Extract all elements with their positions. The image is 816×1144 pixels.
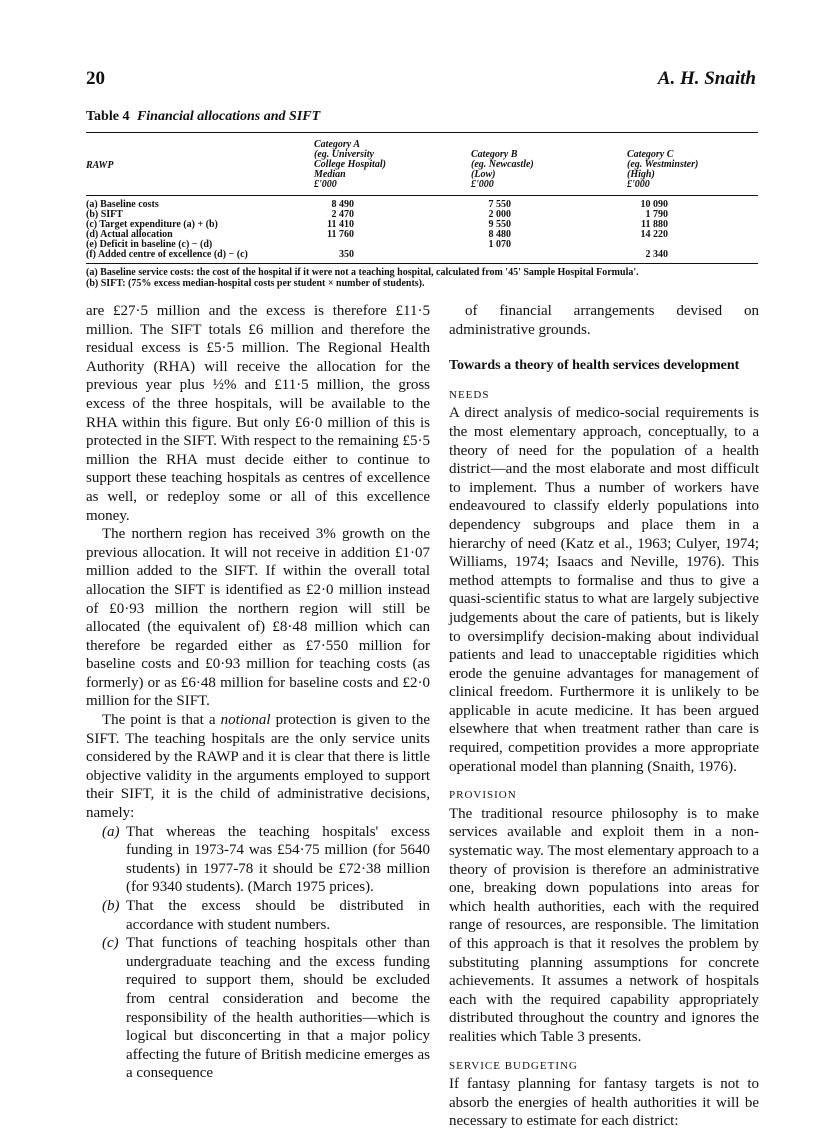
running-author: A. H. Snaith	[657, 68, 756, 89]
table-caption-label: Table 4	[86, 109, 130, 124]
table-header-category-c	[627, 150, 698, 190]
paragraph: The traditional resource philosophy is to make services available and exploit them in a non-systematic way. The most elementary approach to a theory of provision is therefore an administrative one, breaking down populations into areas for which health authorities, each with the required range of resources, are responsible. The limitation of this approach is that it resolves the problem by substituting planning assumptions for concrete achievements. It assumes a network of hospitals each with the required capability appropriately distributed throughout the country and ignores the realities which Table 3 presents.	[449, 805, 759, 1045]
table-top-rule	[86, 132, 758, 133]
row-label: (f) Added centre of excellence (d) − (c)	[86, 249, 248, 260]
subsection-heading-budgeting: SERVICE BUDGETING	[449, 1059, 578, 1072]
cell-category-c: 2 340	[645, 249, 668, 260]
page-number: 20	[86, 68, 105, 89]
cell-category-a: 350	[339, 249, 354, 260]
header-line: Category A	[314, 139, 361, 150]
list-item	[86, 897, 430, 934]
cell-category-c: 10 090	[640, 199, 668, 210]
row-label: (a) Baseline costs	[86, 199, 159, 210]
paragraph: The northern region has received 3% growth on the previous allocation. It will not receive in addition £1·07 million added to the SIFT. If within the overall total allocation the SIFT is identified as £2·0 million instead of £0·93 million the northern region will still be allocated (the equivalent of) £8·48 million which can therefore be regarded either as £7·550 million for baseline costs and £0·93 million for teaching costs (as formerly) or as £6·48 million for baseline costs and £2·0 million for the SIFT.	[86, 526, 430, 710]
header-line: £'000	[471, 179, 494, 190]
cell-category-a: 2 470	[331, 209, 354, 220]
subsection-heading-provision: PROVISION	[449, 789, 517, 802]
cell-category-c: 11 880	[641, 219, 668, 230]
cell-category-a: 11 410	[327, 219, 354, 230]
text-run: The point is that a	[102, 712, 221, 729]
table-caption-title: Financial allocations and SIFT	[136, 109, 321, 124]
header-line: Category B	[471, 149, 518, 160]
header-line: College Hospital)	[314, 159, 386, 170]
paragraph: of financial arrangements devised on administrative grounds.	[449, 303, 759, 338]
header-line: (eg. Newcastle)	[471, 159, 534, 170]
table-header	[86, 140, 758, 190]
emphasis: notional	[220, 712, 271, 729]
table-notes	[86, 267, 758, 289]
row-label: (c) Target expenditure (a) + (b)	[86, 219, 218, 230]
header-line: £'000	[314, 179, 337, 190]
paragraph: If fantasy planning for fantasy targets is not to absorb the energies of health authorities it will be necessary to estimate for each district:	[449, 1076, 759, 1130]
cell-category-c: 14 220	[640, 229, 668, 240]
subsection-heading-needs: NEEDS	[449, 388, 490, 401]
table-note: (a) Baseline service costs: the cost of the hospital if it were not a teaching hospital, calculated from '45' Sample Hospital Formula'.	[86, 267, 639, 278]
header-line: (eg. Westminster)	[627, 159, 699, 170]
cell-category-c: 1 790	[645, 209, 668, 220]
list-text: That functions of teaching hospitals other than undergraduate teaching and the excess funding required to support them, should be excluded from central consideration and become the responsibility of the health authorities—which is logical but disconcerting in that a major policy affecting the future of British medicine emerges as a consequence	[126, 935, 430, 1082]
cell-category-a: 8 490	[331, 199, 354, 210]
row-label: (e) Deficit in baseline (c) − (d)	[86, 239, 213, 250]
table-note: (b) SIFT: (75% excess median-hospital costs per student × number of students).	[86, 278, 425, 289]
cell-category-b: 2 000	[488, 209, 511, 220]
cell-category-b: 8 480	[488, 229, 511, 240]
list-item	[86, 823, 430, 897]
table-body	[86, 200, 758, 260]
cell-category-b: 1 070	[488, 239, 511, 250]
header-line: (High)	[627, 169, 655, 180]
header-line: (Low)	[471, 169, 496, 180]
paragraph: are £27·5 million and the excess is therefore £11·5 million. The SIFT totals £6 million and therefore the residual excess is £5·5 million. The Regional Health Authority (RHA) will receive the allocation for the previous year plus ½% and £11·5 million, the gross excess of the three hospitals, will be available to the RHA within this figure. But only £6·0 million of this is protected in the SIFT. With respect to the remaining £5·5 million the RHA must decide either to continue to support these teaching hospitals as centres of excellence as well, or redeploy some or all of this excellence money.	[86, 303, 430, 524]
header-line: £'000	[627, 179, 650, 190]
table-bottom-rule	[86, 263, 758, 264]
header-line: Median	[314, 169, 346, 180]
text-run: protection is given to the SIFT. The teaching hospitals are the only service units considered by the RAWP and it is clear that there is little objective validity in the arguments employed to support their SIFT, it is the child of administrative decisions, namely:	[86, 712, 430, 822]
list-text: That whereas the teaching hospitals' excess funding in 1973-74 was £54·75 million (for 5640 students) in 1977-78 it should be £72·38 million (for 9340 students). (March 1975 prices).	[126, 823, 430, 896]
list-item	[86, 934, 430, 1083]
header-line: Category C	[627, 149, 674, 160]
list-text: That the excess should be distributed in accordance with student numbers.	[126, 898, 430, 933]
left-column	[86, 302, 430, 1083]
table-caption	[86, 109, 320, 125]
row-label: (d) Actual allocation	[86, 229, 173, 240]
right-column	[449, 302, 759, 1131]
header-line: (eg. University	[314, 149, 374, 160]
paragraph	[86, 711, 430, 823]
table-header-rawp: RAWP	[86, 160, 114, 171]
table-header-category-a	[314, 140, 386, 190]
list-marker: (b)	[102, 898, 120, 914]
cell-category-b: 7 550	[488, 199, 511, 210]
cell-category-b: 9 550	[488, 219, 511, 230]
table-header-rule	[86, 195, 758, 196]
table-row	[86, 250, 758, 260]
table-header-category-b	[471, 150, 534, 190]
paragraph: A direct analysis of medico-social requirements is the most elementary approach, conceptually, to a theory of need for the population of a health district—and the most elaborate and most difficult to implement. Thus a number of workers have endeavoured to classify elderly populations into dependency subgroups and place them in a hierarchy of need (Katz et al., 1963; Culyer, 1974; Williams, 1974; Isaacs and Neville, 1976). This method attempts to formalise and thus to give a quasi-scientific status to what are largely subjective judgements about the care of patients, but is likely to oversimplify decision-making about individual patients and lead to unacceptable rigidities which erode the genuine advantages for management of clinical freedom. Furthermore it is unlikely to be applicable in acute medicine. It has been argued elsewhere that when treatment rather than care is required, competition provides a more appropriate operational model than planning (Snaith, 1976).	[449, 405, 759, 775]
list-marker: (c)	[102, 935, 119, 952]
section-heading: Towards a theory of health services development	[449, 358, 740, 374]
list-marker: (a)	[102, 823, 120, 840]
cell-category-a: 11 760	[327, 229, 354, 240]
row-label: (b) SIFT	[86, 209, 123, 220]
